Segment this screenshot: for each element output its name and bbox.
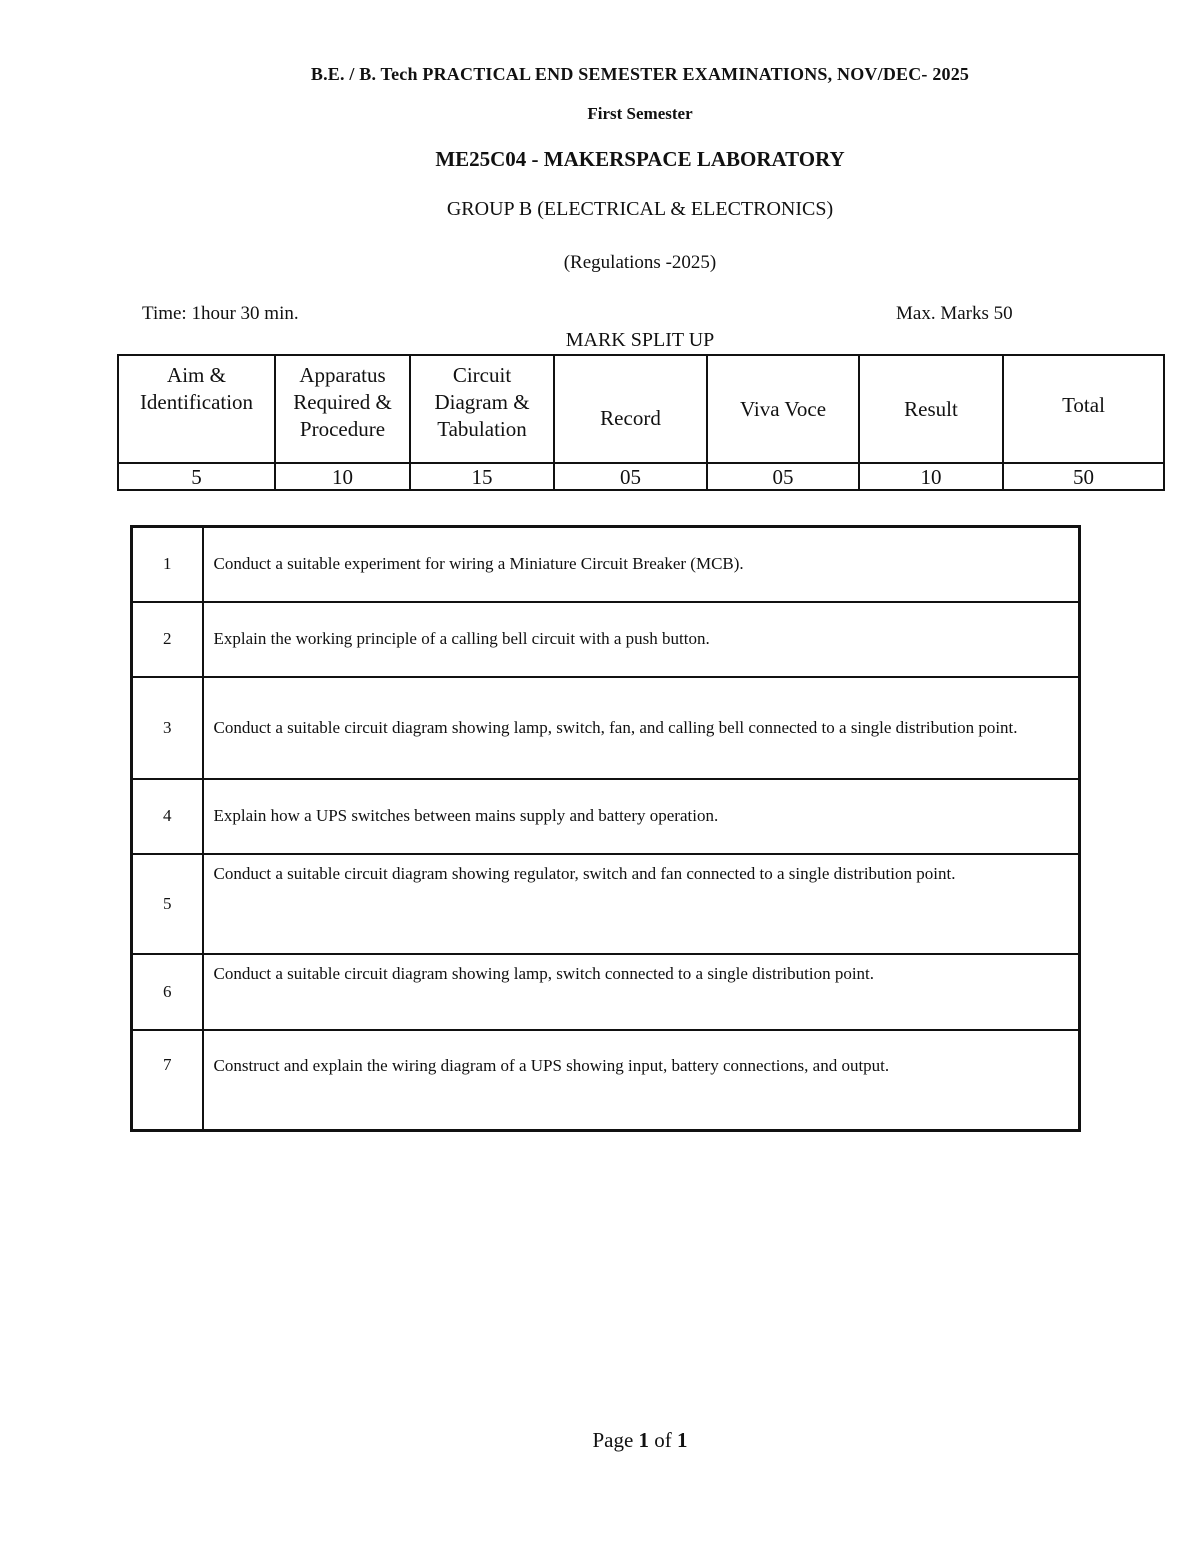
question-text: Construct and explain the wiring diagram of a UPS showing input, battery connections, and output. [203,1030,1080,1131]
page-current: 1 [638,1428,650,1452]
mark-value-cell: 15 [410,463,554,490]
question-number: 6 [132,954,203,1030]
regulations-label: (Regulations -2025) [563,252,717,273]
question-text: Explain the working principle of a calling bell circuit with a push button. [203,602,1080,677]
question-row [132,854,1080,954]
question-text: Conduct a suitable circuit diagram showing regulator, switch and fan connected to a single distribution point. [203,854,1080,954]
mark-header-cell: Circuit Diagram & Tabulation [410,355,554,463]
question-text: Conduct a suitable circuit diagram showing lamp, switch connected to a single distribution point. [203,954,1080,1030]
time-label: Time: 1hour 30 min. [142,303,299,324]
question-number: 3 [132,677,203,779]
question-text: Conduct a suitable experiment for wiring a Miniature Circuit Breaker (MCB). [203,527,1080,602]
question-row [132,527,1080,602]
mark-value-cell: 10 [275,463,410,490]
of-word: of [654,1428,672,1452]
question-number: 5 [132,854,203,954]
mark-header-cell: Total [1003,355,1164,463]
page-word: Page [592,1428,634,1452]
question-row [132,602,1080,677]
mark-header-cell: Record [554,355,707,463]
mark-split-title: MARK SPLIT UP [565,329,715,351]
mark-header-cell: Viva Voce [707,355,859,463]
question-number: 1 [132,527,203,602]
mark-value-cell: 05 [707,463,859,490]
page-total: 1 [677,1428,688,1452]
mark-header-cell: Apparatus Required & Procedure [275,355,410,463]
mark-value-cell: 05 [554,463,707,490]
course-title: ME25C04 - MAKERSPACE LABORATORY [435,147,845,171]
mark-split-values-row [118,463,1164,490]
questions-table [130,525,1081,1132]
question-row [132,954,1080,1030]
question-number: 7 [132,1030,203,1131]
max-marks-label: Max. Marks 50 [896,303,1013,324]
question-text: Explain how a UPS switches between mains supply and battery operation. [203,779,1080,854]
group-label: GROUP B (ELECTRICAL & ELECTRONICS) [446,198,834,220]
exam-title: B.E. / B. Tech PRACTICAL END SEMESTER EXAMINATIONS, NOV/DEC- 2025 [310,64,970,84]
question-text: Conduct a suitable circuit diagram showing lamp, switch, fan, and calling bell connected to a single distribution point. [203,677,1080,779]
mark-split-table [117,354,1165,491]
question-row [132,677,1080,779]
mark-header-cell: Aim & Identification [118,355,275,463]
semester-label: First Semester [587,104,693,123]
question-row [132,1030,1080,1131]
mark-split-header-row [118,355,1164,463]
question-number: 4 [132,779,203,854]
mark-value-cell: 5 [118,463,275,490]
question-number: 2 [132,602,203,677]
mark-value-cell: 10 [859,463,1003,490]
question-row [132,779,1080,854]
mark-value-cell: 50 [1003,463,1164,490]
page-number [0,1428,1200,1453]
mark-header-cell: Result [859,355,1003,463]
